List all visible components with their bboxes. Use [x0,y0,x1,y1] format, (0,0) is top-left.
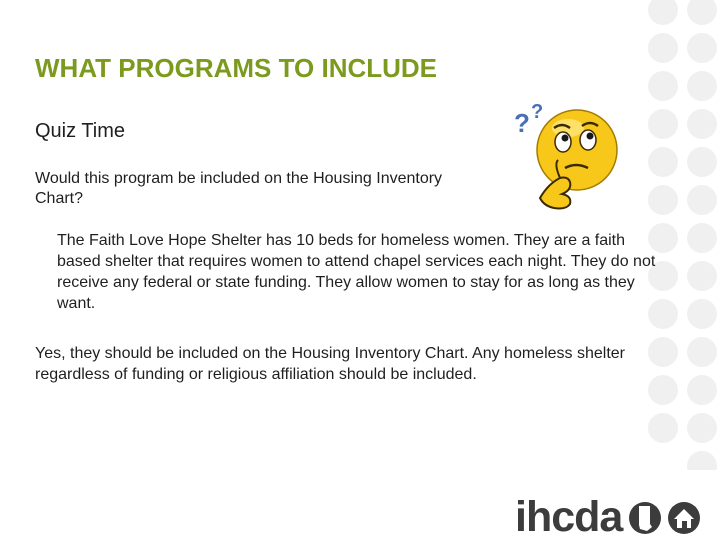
logo-text: ihcda [515,493,623,541]
house-icon [666,497,702,537]
thinking-face-icon [510,98,620,213]
slide-title: WHAT PROGRAMS TO INCLUDE [35,53,438,83]
indiana-state-icon [628,497,662,537]
quiz-answer: Yes, they should be included on the Housing Inventory Chart. Any homeless shelter regardless of funding or religious affiliation should be included. [35,345,625,383]
ihcda-logo [515,494,702,540]
question-mark-left: ? [514,108,530,138]
question-mark-right: ? [531,101,544,123]
slide-subtitle: Quiz Time [35,120,126,142]
quiz-scenario: The Faith Love Hope Shelter has 10 beds for homeless women. They are a faith based shelter that requires women to attend chapel services each night. They do not receive any federal or state funding. They allow women to stay for as long as they want. [57,232,656,312]
quiz-question: Would this program be included on the Housing Inventory Chart? [35,170,443,207]
